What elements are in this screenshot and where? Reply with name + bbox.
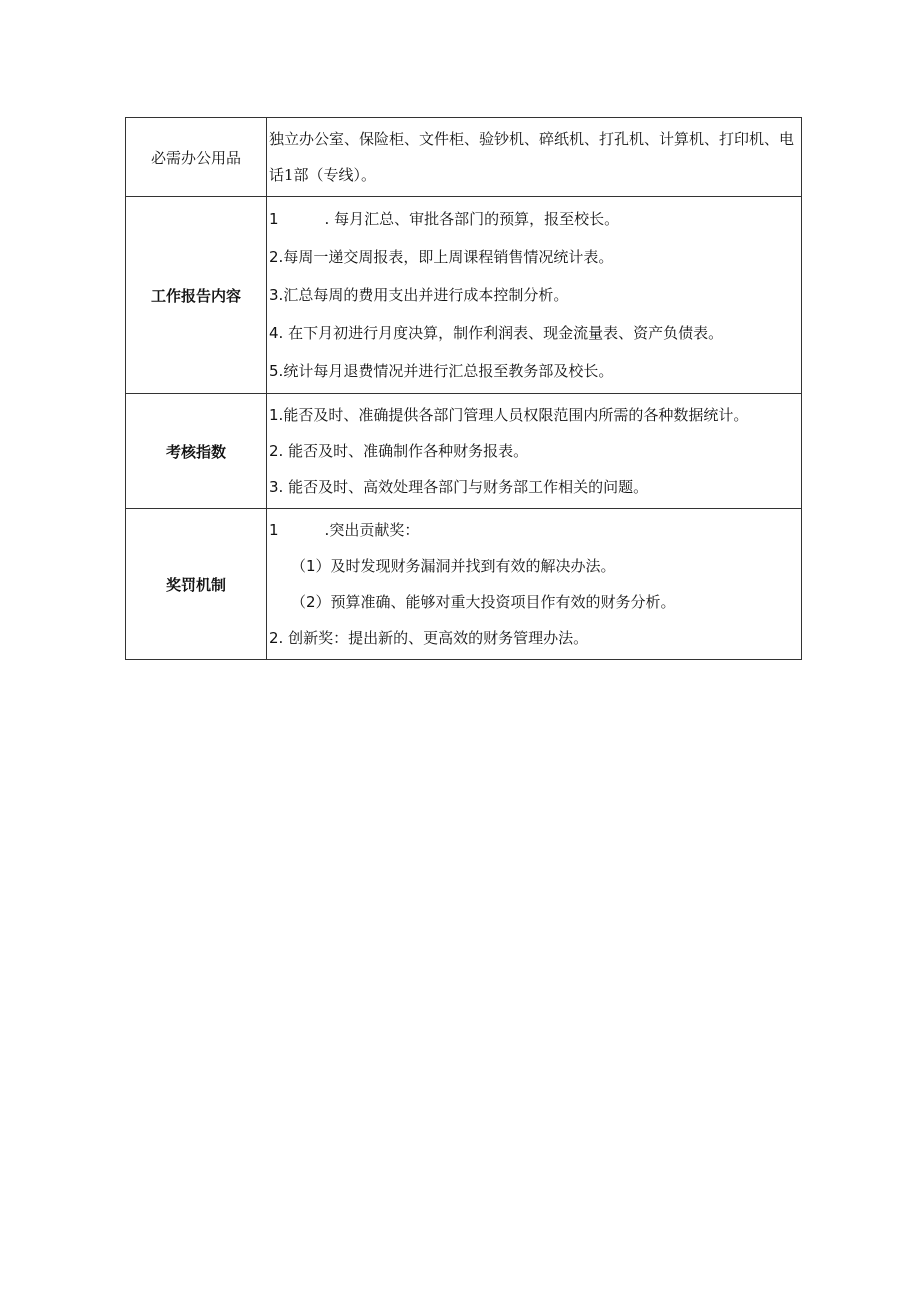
- list-item: （2）预算准确、能够对重大投资项目作有效的财务分析。: [291, 593, 676, 611]
- list-item: 3.汇总每周的费用支出并进行成本控制分析。: [269, 286, 569, 304]
- row-label-work-report: 工作报告内容: [126, 197, 267, 394]
- table-row-office-supplies: [126, 118, 802, 197]
- table-row-rewards: [126, 509, 802, 660]
- rewards-content: [267, 509, 802, 660]
- table-row-work-report: [126, 197, 802, 394]
- list-item: 2. 创新奖：提出新的、更高效的财务管理办法。: [269, 629, 589, 647]
- job-description-table: [125, 117, 802, 660]
- table-row-assessment: [126, 394, 802, 509]
- work-report-content: [267, 197, 802, 394]
- office-supplies-text: 独立办公室、保险柜、文件柜、验钞机、碎纸机、打孔机、计算机、打印机、电话1部（专线）。: [269, 130, 795, 184]
- list-item: 5.统计每月退费情况并进行汇总报至教务部及校长。: [269, 362, 614, 380]
- list-item: 1.能否及时、准确提供各部门管理人员权限范围内所需的各种数据统计。: [269, 406, 749, 424]
- row-label-assessment: 考核指数: [126, 394, 267, 509]
- list-item: 3. 能否及时、高效处理各部门与财务部工作相关的问题。: [269, 478, 649, 496]
- list-item: 1 .突出贡献奖：: [269, 521, 420, 539]
- list-item: （1）及时发现财务漏洞并找到有效的解决办法。: [291, 557, 616, 575]
- office-supplies-content: [267, 118, 802, 197]
- assessment-content: [267, 394, 802, 509]
- list-item: 2.每周一递交周报表，即上周课程销售情况统计表。: [269, 248, 614, 266]
- list-item: 1 . 每月汇总、审批各部门的预算，报至校长。: [269, 210, 620, 228]
- row-label-office-supplies: 必需办公用品: [126, 118, 267, 197]
- row-label-rewards: 奖罚机制: [126, 509, 267, 660]
- list-item: 4. 在下月初进行月度决算，制作利润表、现金流量表、资产负债表。: [269, 324, 724, 342]
- list-item: 2. 能否及时、准确制作各种财务报表。: [269, 442, 529, 460]
